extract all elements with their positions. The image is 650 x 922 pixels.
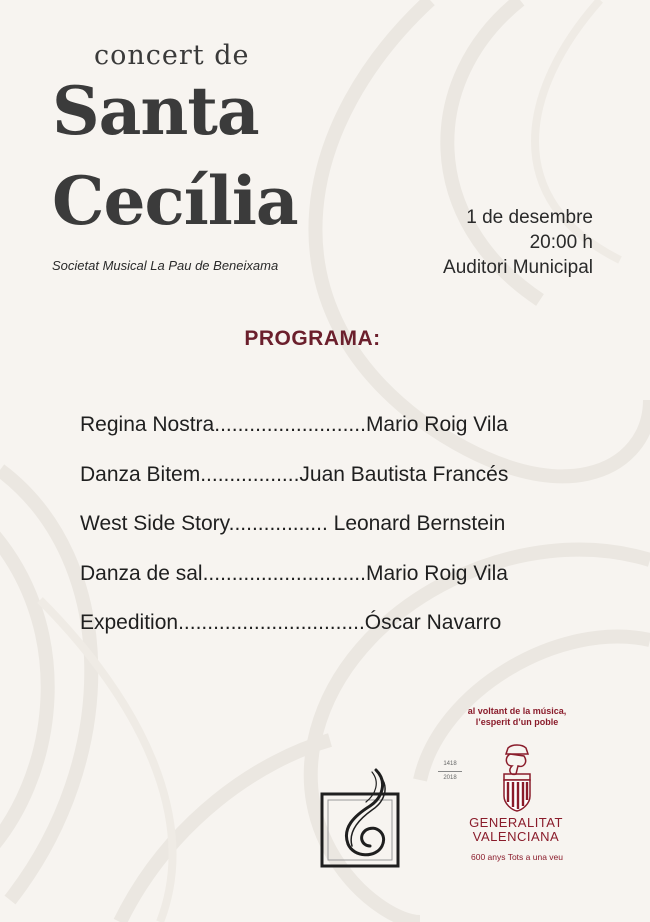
gv-line-1: GENERALITAT — [469, 815, 563, 830]
program-item — [80, 410, 580, 460]
title-pretitle: concert de — [94, 40, 250, 71]
piece-title: Expedition — [80, 611, 179, 634]
generalitat-name — [458, 816, 574, 844]
leader-dots: ................. — [200, 462, 300, 486]
anniversary-years — [438, 760, 462, 783]
generalitat-tagline: 600 anys Tots a una veu — [471, 852, 563, 862]
year-start: 1418 — [443, 761, 457, 767]
event-date: 1 de desembre — [466, 207, 593, 228]
year-end: 2018 — [443, 775, 457, 781]
slogan — [450, 706, 584, 728]
program-heading: PROGRAMA: — [244, 327, 381, 350]
title-line-1: Santa — [52, 72, 259, 150]
title-line-2: Cecília — [52, 162, 298, 240]
slogan-line-2: l’esperit d’un poble — [475, 717, 559, 727]
program-item — [80, 509, 580, 559]
program-item — [80, 559, 580, 609]
piece-title: Danza Bitem — [80, 462, 201, 486]
program-list — [80, 410, 580, 658]
society-name: Societat Musical La Pau de Beneixama — [52, 258, 279, 273]
leader-dots: ................. — [228, 512, 328, 535]
society-logo-icon — [318, 768, 406, 868]
composer-name: Leonard Bernstein — [327, 512, 506, 535]
composer-name: Juan Bautista Francés — [299, 462, 509, 486]
program-item — [80, 608, 580, 658]
piece-title: West Side Story — [80, 512, 229, 535]
leader-dots: .......................... — [214, 413, 366, 436]
composer-name: Mario Roig Vila — [365, 561, 508, 585]
piece-title: Danza de sal — [80, 561, 203, 585]
composer-name: Mario Roig Vila — [365, 413, 508, 436]
leader-dots: ................................ — [178, 611, 365, 634]
leader-dots: ............................ — [202, 561, 366, 585]
slogan-line-1: al voltant de la música, — [467, 706, 567, 716]
event-venue: Auditori Municipal — [443, 257, 593, 278]
generalitat-emblem-icon — [498, 744, 536, 812]
piece-title: Regina Nostra — [80, 413, 215, 436]
gv-line-2: VALENCIANA — [472, 829, 560, 844]
program-item — [80, 460, 580, 510]
composer-name: Óscar Navarro — [364, 611, 502, 634]
year-divider — [438, 771, 462, 772]
event-info — [443, 205, 593, 280]
event-time: 20:00 h — [529, 232, 593, 253]
